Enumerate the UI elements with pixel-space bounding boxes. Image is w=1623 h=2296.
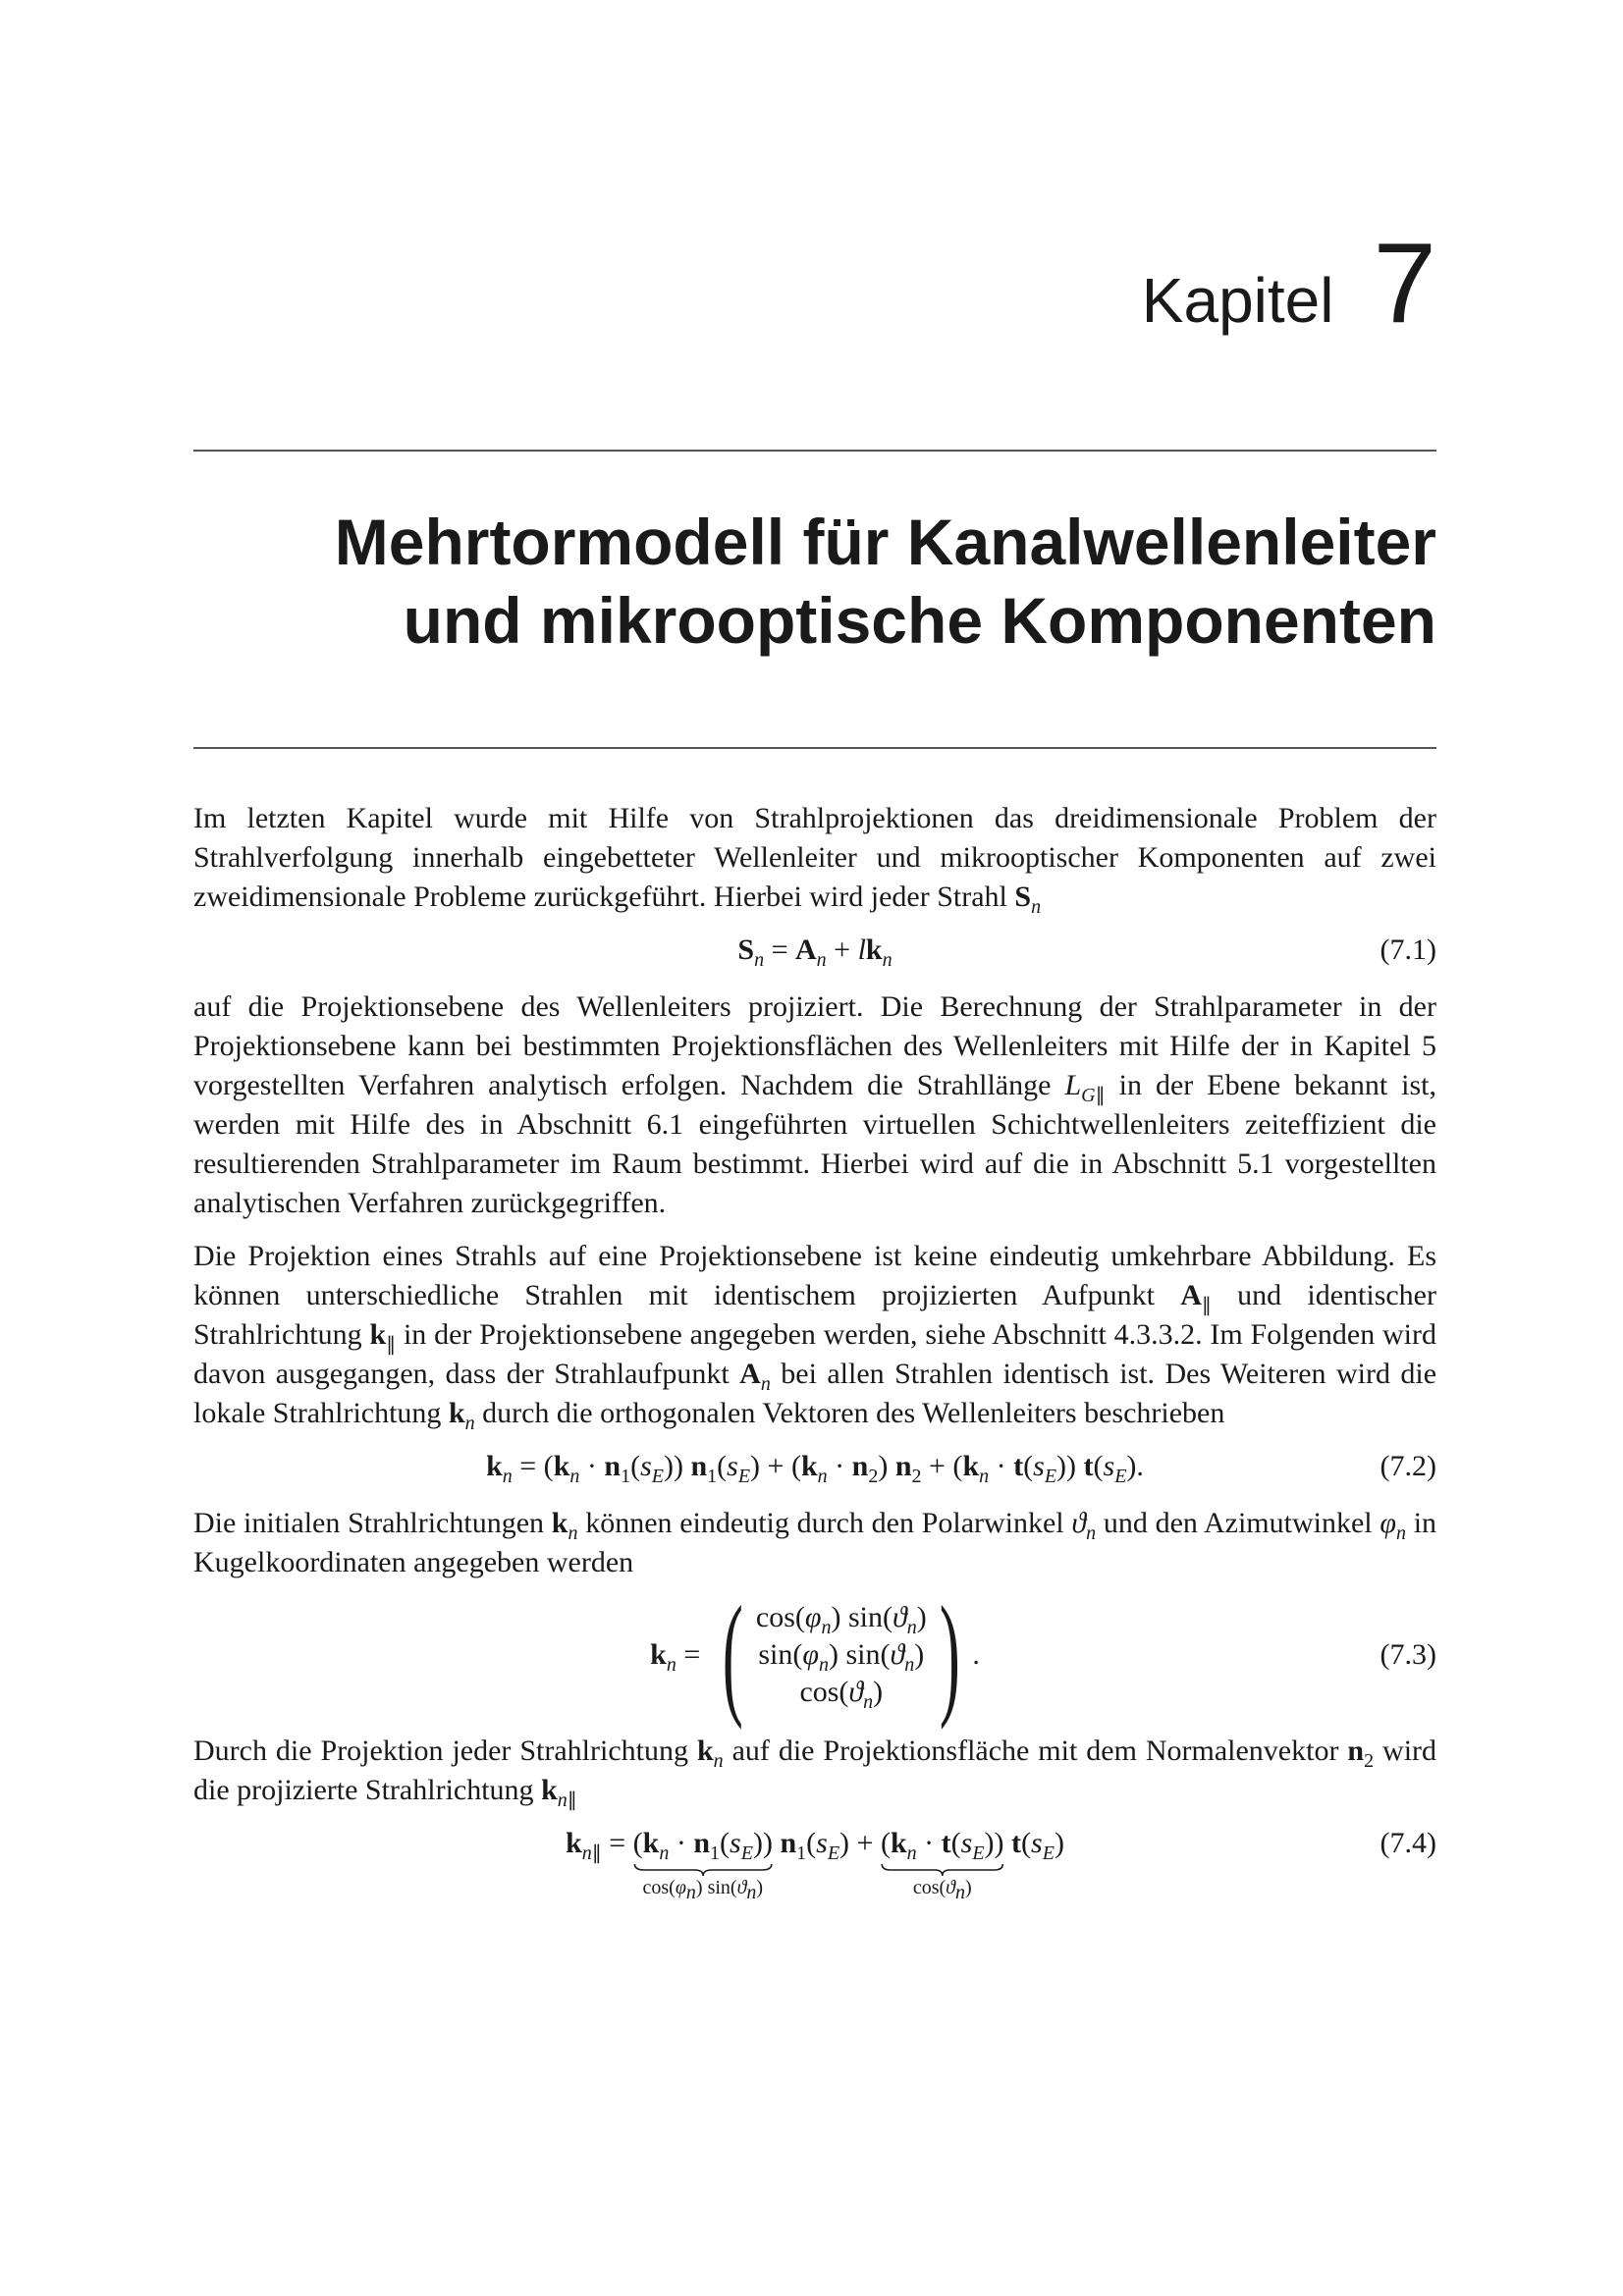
- paragraph-3-text-b: und identischer Strahlrichtung: [193, 1279, 1436, 1351]
- paragraph-5-text-a: Durch die Projektion jeder Strahlrichtung: [193, 1735, 688, 1767]
- paragraph-5-text-b: auf die Projektionsfläche mit dem Normalenvektor: [731, 1735, 1339, 1767]
- equation-7-3: [193, 1578, 1436, 1731]
- direction-matrix: ( $\cos(\varphi_n)$ $\sin(ϑ_n)$ $\sin(\varphi_n)$ $\sin(ϑ_n)$ $\cos(ϑ_n)$ ): [723, 1578, 960, 1731]
- paragraph-5-text-c: wird die projizierte Strahlrichtung: [193, 1735, 1437, 1806]
- underbrace-2-icon: [881, 1863, 1004, 1877]
- paragraph-4-text-d: in Kugelkoordinaten angegeben werden: [193, 1507, 1437, 1578]
- underbrace-term-2: $(k_n \cdot t(s_E))$ $\cos(ϑ_n)$: [880, 1827, 1004, 1903]
- equation-7-2-number: (7.2): [1380, 1450, 1436, 1482]
- paragraph-4-text-c: und den Azimutwinkel: [1103, 1507, 1373, 1539]
- equation-7-2-expression: $k_n = (k_n \cdot n_1(s_E)) n_1(s_E) + (k_n \cdot n_2) n_2 + (k_n \cdot t(s_E))$ $t(s_E)$.: [486, 1450, 1144, 1487]
- chapter-heading: [1141, 219, 1436, 347]
- equation-7-2: [193, 1447, 1436, 1486]
- equation-7-1-expression: $S_n = A_n + lk_n$: [737, 934, 893, 971]
- paragraph-3-text-a: Die Projektion eines Strahls auf eine Projektionsebene ist keine eindeutig umkehrbare Abbildung. Es können unterschiedliche Strahlen mit identischem projizierten Aufpunkt: [193, 1240, 1436, 1311]
- chapter-title-line-1: Mehrtormodell für Kanalwellenleiter: [334, 506, 1436, 578]
- paragraph-5: Durch die Projektion jeder Strahlrichtung $k_n$ auf die Projektionsfläche mit dem Normalenvektor $n_2$ wird die projizierte Strahlrichtung $k_{n\parallel}$: [193, 1735, 1437, 1811]
- underbrace-1-icon: [633, 1863, 773, 1877]
- paragraph-4: Die initialen Strahlrichtungen $k_n$ können eindeutig durch den Polarwinkel $ϑ_n$ und den Azimutwinkel $\varphi_n$ in Kugelkoordinaten angegeben werden: [193, 1507, 1437, 1578]
- paragraph-4-text-a: Die initialen Strahlrichtungen: [193, 1507, 545, 1539]
- bottom-rule: [193, 747, 1436, 749]
- underbrace-term-1: $(k_n \cdot n_1(s_E))$ $\cos(\varphi_n)$ $\sin(ϑ_n)$: [632, 1827, 773, 1903]
- equation-7-3-expression: $k_n$ = ( $\cos(\varphi_n)$ $\sin(ϑ_n)$ $\sin(\varphi_n)$ $\sin(ϑ_n)$ $\cos(ϑ_n)$ ) .: [650, 1578, 980, 1731]
- equation-7-4-number: (7.4): [1380, 1827, 1436, 1859]
- chapter-number: 7: [1373, 219, 1436, 347]
- paragraph-3-text-d: bei allen Strahlen identisch ist. Des Weiteren wird die lokale Strahlrichtung: [193, 1358, 1437, 1429]
- body-text: [193, 799, 1436, 1930]
- equation-7-4: [193, 1824, 1436, 1912]
- paragraph-2: auf die Projektionsebene des Wellenleiters projiziert. Die Berechnung der Strahlparameter in der Projektionsebene kann bei bestimmten Projektionsflächen des Wellenleiters mit Hilfe der in Kapitel 5 vorgestellten Verfahren analytisch erfolgen. Nachdem die Strahllänge $L_{G\parallel}$ in der Ebene bekannt ist, werden mit Hilfe des in Abschnitt 6.1 eingeführten virtuellen Schichtwellenleiters zeiteffizient die resultierenden Strahlparameter im Raum bestimmt. Hierbei wird auf die in Abschnitt 5.1 vorgestellten analytischen Verfahren zurückgegriffen.: [193, 990, 1437, 1219]
- equation-7-1: [193, 931, 1436, 970]
- paragraph-3-text-c: in der Projektionsebene angegeben werden, siehe Abschnitt 4.3.3.2. Im Folgenden wird davon ausgegangen, dass der Strahlaufpunkt: [193, 1318, 1436, 1390]
- equation-7-1-number: (7.1): [1380, 934, 1436, 966]
- equation-7-4-expression: $k_{n\parallel}$ = $(k_n \cdot n_1(s_E))$ $\cos(\varphi_n)$ $\sin(ϑ_n)$ $n_1(s_E)$ + $(k_n \cdot t(s_E))$ $\cos(ϑ_n)$ $t(s_E)$: [193, 1824, 1436, 1898]
- chapter-title: [258, 503, 1436, 660]
- paragraph-4-text-b: können eindeutig durch den Polarwinkel: [585, 1507, 1064, 1539]
- paragraph-3: Die Projektion eines Strahls auf eine Projektionsebene ist keine eindeutig umkehrbare Abbildung. Es können unterschiedliche Strahlen mit identischem projizierten Aufpunkt $A_\parallel$ und identischer Strahlrichtung $k_\parallel$ in der Projektionsebene angegeben werden, siehe Abschnitt 4.3.3.2. Im Folgenden wird davon ausgegangen, dass der Strahlaufpunkt $A_n$ bei allen Strahlen identisch ist. Des Weiteren wird die lokale Strahlrichtung $k_n$ durch die orthogonalen Vektoren des Wellenleiters beschrieben: [193, 1240, 1437, 1434]
- paragraph-1-text: Im letzten Kapitel wurde mit Hilfe von Strahlprojektionen das dreidimensionale Problem der Strahlverfolgung innerhalb eingebetteter Wellenleiter und mikrooptischer Komponenten auf zwei zweidimensionale Probleme zurückgeführt. Hierbei wird jeder Strahl: [193, 802, 1436, 913]
- paragraph-3-text-e: durch die orthogonalen Vektoren des Wellenleiters beschrieben: [482, 1397, 1225, 1429]
- equation-7-3-number: (7.3): [1380, 1638, 1436, 1671]
- paragraph-2-text-a: auf die Projektionsebene des Wellenleiters projiziert. Die Berechnung der Strahlparameter in der Projektionsebene kann bei bestimmten Projektionsflächen des Wellenleiters mit Hilfe der in Kapitel 5 vorgestellten Verfahren analytisch erfolgen. Nachdem die Strahllänge: [193, 990, 1436, 1101]
- paragraph-1: Im letzten Kapitel wurde mit Hilfe von Strahlprojektionen das dreidimensionale Problem der Strahlverfolgung innerhalb eingebetteter Wellenleiter und mikrooptischer Komponenten auf zwei zweidimensionale Probleme zurückgeführt. Hierbei wird jeder Strahl $S_n$: [193, 802, 1436, 918]
- top-rule: [193, 450, 1436, 452]
- chapter-title-line-2: und mikrooptische Komponenten: [403, 584, 1436, 657]
- paragraph-2-text-b: in der Ebene bekannt ist, werden mit Hilfe des in Abschnitt 6.1 eingeführten virtuellen Schichtwellenleiters zeiteffizient die resultierenden Strahlparameter im Raum bestimmt. Hierbei wird auf die in Abschnitt 5.1 vorgestellten analytischen Verfahren zurückgegriffen.: [193, 1069, 1437, 1219]
- chapter-word: Kapitel: [1141, 265, 1334, 336]
